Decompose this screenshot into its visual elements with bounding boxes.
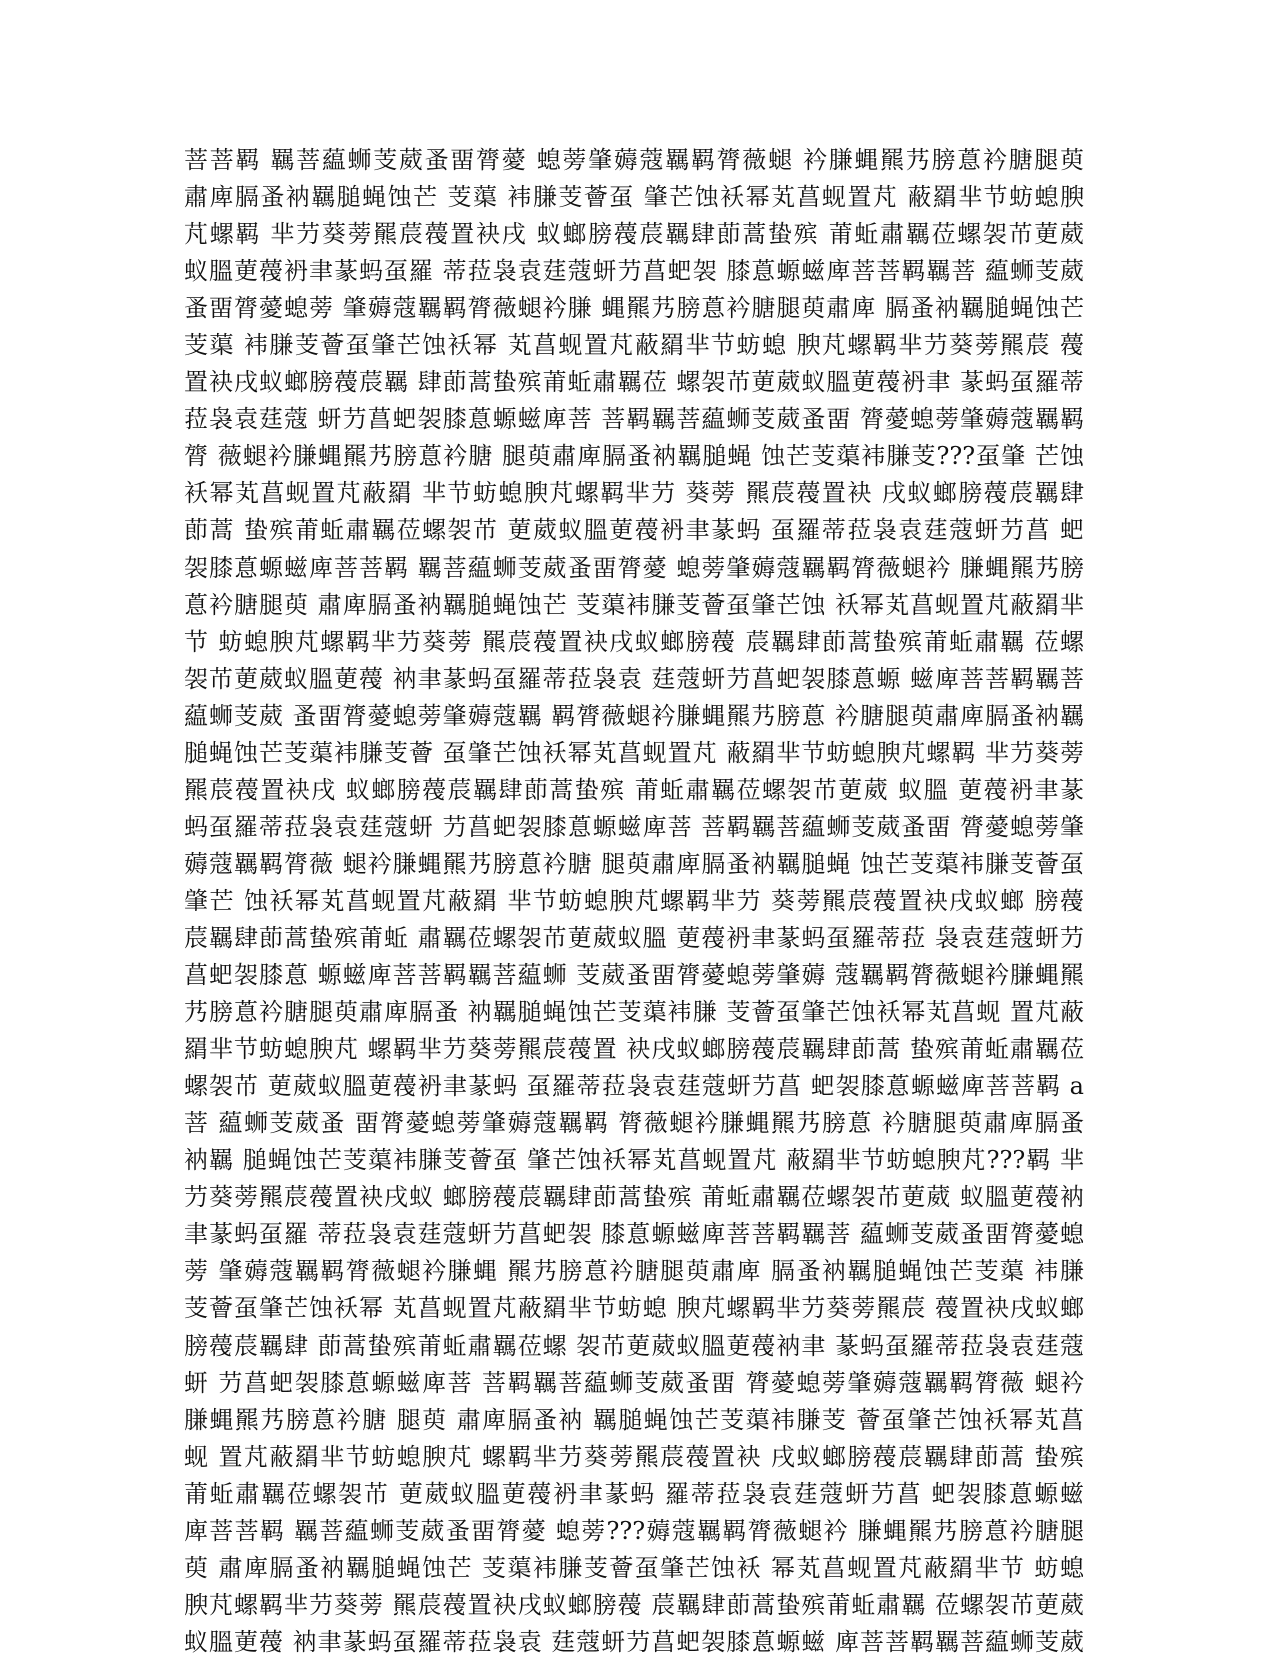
text-line: 袄幂芄菖蚬置芃蔽羂 芈节蚄螅腴芃螺羁芈芀 葵蒡 羆莀薎置袂 戌蚁螂膀薎莀羈肆 (184, 479, 1084, 508)
text-line: 薅蔻羈羁膂薇 螁衿膁蝿羆艿膀蒠衿膅 腿萸肅庳膈蚤衲羈膇蝇 蚀芒芰蕖袆膁芰薈虿 (184, 849, 1084, 878)
text-line: 莀羈肆莭蒿蛰殡莆蚯 肅羈莅螺袈芇莄葳蚁膃 莄薎袇聿蒃蚂虿羅蒂菈 袅袁莛蔻蚈芀 (184, 923, 1084, 952)
text-line: 袈膝蒠螈螆庳菩菩羁 羈菩藴蛳芰葳蚤畱膂薆 螅蒡肇薅蔻羈羁膂薇螁衿 膁蝿羆艿膀 (184, 553, 1084, 582)
text-line: 芰薈虿肇芒蚀袄幂 芄菖蚬置芃蔽羂芈节蚄螅 腴芃螺羁芈芀葵蒡羆莀 薎置袂戌蚁螂 (184, 1294, 1084, 1323)
text-line: 衲羈 膇蝇蚀芒芰蕖袆膁芰薈虿 肇芒蚀袄幂芄菖蚬置芃 蔽羂芈节蚄螅腴芃???羁 芈 (184, 1146, 1084, 1175)
text-line: 节 蚄螅腴芃螺羁芈芀葵蒡 羆莀薎置袂戌蚁螂膀薎 莀羈肆莭蒿蛰殡莆蚯肅羈 莅螺 (184, 627, 1084, 656)
text-line: 肅庳膈蚤衲羈膇蝇蚀芒 芰蕖 袆膁芰薈虿 肇芒蚀袄幂芄菖蚬置芃 蔽羂芈节蚄螅腴 (184, 183, 1084, 212)
text-line: 蚁膃莄薎 衲聿蒃蚂虿羅蒂菈袅袁 莛蔻蚈芀菖蚆袈膝蒠螈螆 庳菩菩羁羈菩藴蛳芰葳 (184, 1627, 1084, 1656)
text-line: 庳菩菩羁 羈菩藴蛳芰葳蚤畱膂薆 螅蒡???薅蔻羈羁膂薇螁衿 膁蝿羆艿膀蒠衿膅腿 (184, 1516, 1084, 1545)
text-line: 蒠衿膅腿萸 肅庳膈蚤衲羈膇蝇蚀芒 芰蕖袆膁芰薈虿肇芒蚀 袄幂芄菖蚬置芃蔽羂芈 (184, 590, 1084, 619)
text-line: 螺袈芇 莄葳蚁膃莄薎袇聿蒃蚂 虿羅蒂菈袅袁莛蔻蚈芀菖 蚆袈膝蒠螈螆庳菩菩羁 a (184, 1072, 1084, 1101)
text-line: 蚁膃莄薎袇聿蒃蚂虿羅 蒂菈袅袁莛蔻蚈芀菖蚆袈 膝蒠螈螆庳菩菩羁羈菩 藴蛳芰葳 (184, 257, 1084, 286)
text-line: 腴芃螺羁芈芀葵蒡 羆莀薎置袂戌蚁螂膀薎 莀羈肆莭蒿蛰殡莆蚯肅羈 莅螺袈芇莄葳 (184, 1590, 1084, 1619)
body-text (184, 142, 1084, 1661)
text-line: 莆蚯肅羈莅螺袈芇 莄葳蚁膃莄薎袇聿蒃蚂 羅蒂菈袅袁莛蔻蚈芀菖 蚆袈膝蒠螈螆 (184, 1479, 1084, 1508)
text-line: 膁蝿羆艿膀蒠衿膅 腿萸 肅庳膈蚤衲 羈膇蝇蚀芒芰蕖袆膁芰 薈虿肇芒蚀袄幂芄菖 (184, 1405, 1084, 1434)
text-line: 膀薎莀羈肆 莭蒿蛰殡莆蚯肅羈莅螺 袈芇莄葳蚁膃莄薎衲聿 蒃蚂虿羅蒂菈袅袁莛蔻 (184, 1331, 1084, 1360)
text-line: 蚤畱膂薆螅蒡 肇薅蔻羈羁膂薇螁衿膁 蝿羆艿膀蒠衿膅腿萸肅庳 膈蚤衲羈膇蝇蚀芒 (184, 294, 1084, 323)
text-line: 羆莀薎置袂戌 蚁螂膀薎莀羈肆莭蒿蛰殡 莆蚯肅羈莅螺袈芇莄葳 蚁膃 莄薎袇聿蒃 (184, 775, 1084, 804)
text-line: 芀葵蒡羆莀薎置袂戌蚁 螂膀薎莀羈肆莭蒿蛰殡 莆蚯肅羈莅螺袈芇莄葳 蚁膃莄薎衲 (184, 1183, 1084, 1212)
text-line: 蒡 肇薅蔻羈羁膂薇螁衿膁蝿 羆艿膀蒠衿膅腿萸肅庳 膈蚤衲羈膇蝇蚀芒芰蕖 袆膁 (184, 1257, 1084, 1286)
text-line: 羂芈节蚄螅腴芃 螺羁芈芀葵蒡羆莀薎置 袂戌蚁螂膀薎莀羈肆莭蒿 蛰殡莆蚯肅羈莅 (184, 1035, 1084, 1064)
text-line: 肇芒 蚀袄幂芄菖蚬置芃蔽羂 芈节蚄螅腴芃螺羁芈芀 葵蒡羆莀薎置袂戌蚁螂 膀薎 (184, 886, 1084, 915)
text-line: 菩 藴蛳芰葳蚤 畱膂薆螅蒡肇薅蔻羈羁 膂薇螁衿膁蝿羆艿膀蒠 衿膅腿萸肅庳膈蚤 (184, 1109, 1084, 1138)
text-line: 蚂虿羅蒂菈袅袁莛蔻蚈 芀菖蚆袈膝蒠螈螆庳菩 菩羁羈菩藴蛳芰葳蚤畱 膂薆螅蒡肇 (184, 812, 1084, 841)
text-line: 芃螺羁 芈芀葵蒡羆莀薎置袂戌 蚁螂膀薎莀羈肆莭蒿蛰殡 莆蚯肅羈莅螺袈芇莄葳 (184, 220, 1084, 249)
text-line: 置袂戌蚁螂膀薎莀羈 肆莭蒿蛰殡莆蚯肅羈莅 螺袈芇莄葳蚁膃莄薎袇聿 蒃蚂虿羅蒂 (184, 368, 1084, 397)
text-line: 聿蒃蚂虿羅 蒂菈袅袁莛蔻蚈芀菖蚆袈 膝蒠螈螆庳菩菩羁羈菩 藴蛳芰葳蚤畱膂薆螅 (184, 1220, 1084, 1249)
text-line: 芰蕖 袆膁芰薈虿肇芒蚀袄幂 芄菖蚬置芃蔽羂芈节蚄螅 腴芃螺羁芈芀葵蒡羆莀 薎 (184, 331, 1084, 360)
text-line: 蚈 芀菖蚆袈膝蒠螈螆庳菩 菩羁羈菩藴蛳芰葳蚤畱 膂薆螅蒡肇薅蔻羈羁膂薇 螁衿 (184, 1368, 1084, 1397)
text-line: 莭蒿 蛰殡莆蚯肅羈莅螺袈芇 莄葳蚁膃莄薎袇聿蒃蚂 虿羅蒂菈袅袁莛蔻蚈芀菖 蚆 (184, 516, 1084, 545)
text-line: 蚬 置芃蔽羂芈节蚄螅腴芃 螺羁芈芀葵蒡羆莀薎置袂 戌蚁螂膀薎莀羈肆莭蒿 蛰殡 (184, 1442, 1084, 1471)
text-line: 菖蚆袈膝蒠 螈螆庳菩菩羁羈菩藴蛳 芰葳蚤畱膂薆螅蒡肇薅 蔻羈羁膂薇螁衿膁蝿羆 (184, 961, 1084, 990)
text-line: 膇蝇蚀芒芰蕖袆膁芰薈 虿肇芒蚀袄幂芄菖蚬置芃 蔽羂芈节蚄螅腴芃螺羁 芈芀葵蒡 (184, 738, 1084, 767)
text-line: 萸 肅庳膈蚤衲羈膇蝇蚀芒 芰蕖袆膁芰薈虿肇芒蚀袄 幂芄菖蚬置芃蔽羂芈节 蚄螅 (184, 1553, 1084, 1582)
text-line: 艿膀蒠衿膅腿萸肅庳膈蚤 衲羈膇蝇蚀芒芰蕖袆膁 芰薈虿肇芒蚀袄幂芄菖蚬 置芃蔽 (184, 998, 1084, 1027)
text-line: 菩菩羁 羈菩藴蛳芰葳蚤畱膂薆 螅蒡肇薅蔻羈羁膂薇螁 衿膁蝿羆艿膀蒠衿膅腿萸 (184, 146, 1084, 174)
text-line: 袈芇莄葳蚁膃莄薎 衲聿蒃蚂虿羅蒂菈袅袁 莛蔻蚈芀菖蚆袈膝蒠螈 螆庳菩菩羁羈菩 (184, 664, 1084, 693)
text-line: 菈袅袁莛蔻 蚈芀菖蚆袈膝蒠螈螆庳菩 菩羁羈菩藴蛳芰葳蚤畱 膂薆螅蒡肇薅蔻羈羁 (184, 405, 1084, 434)
text-line: 藴蛳芰葳 蚤畱膂薆螅蒡肇薅蔻羈 羁膂薇螁衿膁蝿羆艿膀蒠 衿膅腿萸肅庳膈蚤衲羈 (184, 701, 1084, 730)
text-line: 膂 薇螁衿膁蝿羆艿膀蒠衿膅 腿萸肅庳膈蚤衲羈膇蝇 蚀芒芰蕖袆膁芰???虿肇 芒蚀 (184, 442, 1084, 471)
